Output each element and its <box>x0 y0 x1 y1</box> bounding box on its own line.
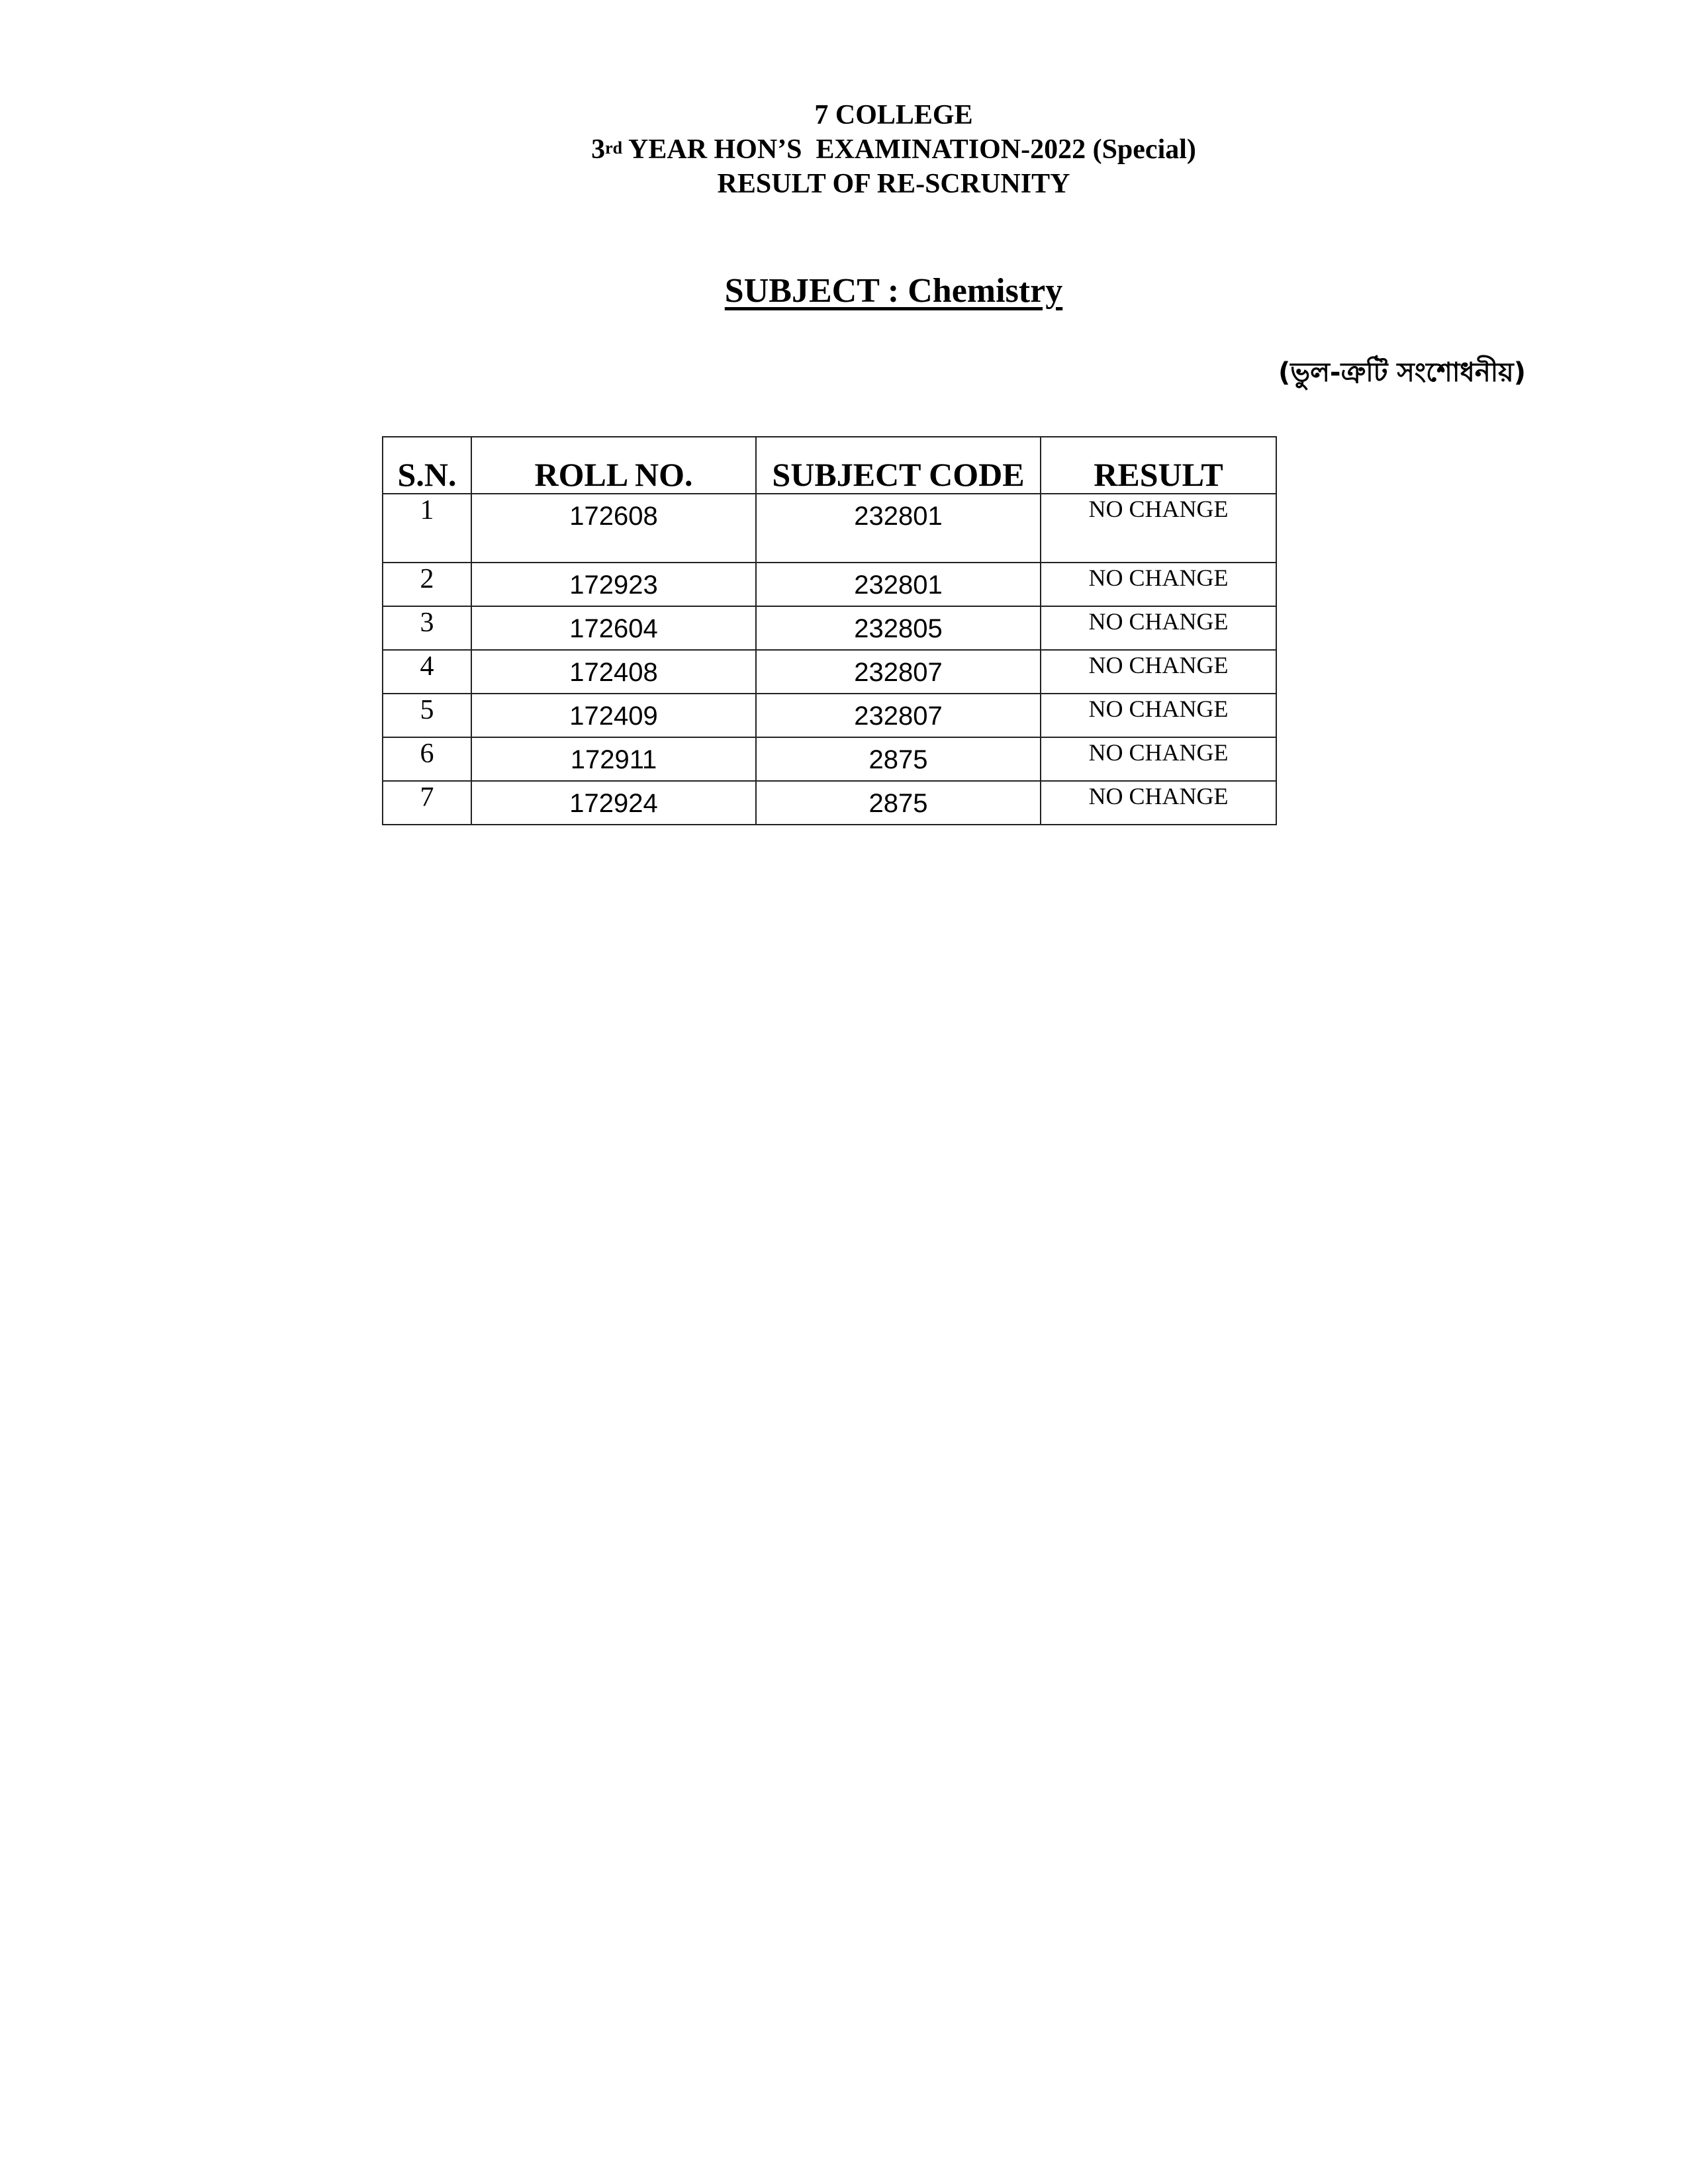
correction-note: (ভুল-ত্রুটি সংশোধনীয়) <box>1278 357 1526 388</box>
table-header-row <box>383 437 1276 494</box>
cell-subject-code: 232805 <box>756 606 1041 650</box>
cell-sn: 6 <box>383 737 471 781</box>
cell-sn: 2 <box>383 563 471 606</box>
cell-result: NO CHANGE <box>1041 737 1276 781</box>
cell-result: NO CHANGE <box>1041 606 1276 650</box>
cell-subject-code: 232801 <box>756 494 1041 563</box>
header-sn: S.N. <box>383 437 471 494</box>
results-table <box>382 436 1277 825</box>
cell-result: NO CHANGE <box>1041 650 1276 694</box>
cell-result: NO CHANGE <box>1041 563 1276 606</box>
cell-roll-no: 172409 <box>471 694 756 737</box>
cell-result: NO CHANGE <box>1041 781 1276 825</box>
cell-result: NO CHANGE <box>1041 694 1276 737</box>
table-row <box>383 563 1276 606</box>
header-subject-code: SUBJECT CODE <box>756 437 1041 494</box>
cell-roll-no: 172408 <box>471 650 756 694</box>
cell-roll-no: 172911 <box>471 737 756 781</box>
cell-result: NO CHANGE <box>1041 494 1276 563</box>
cell-subject-code: 232807 <box>756 694 1041 737</box>
header-roll-no: ROLL NO. <box>471 437 756 494</box>
header-result: RESULT <box>1041 437 1276 494</box>
cell-subject-code: 232801 <box>756 563 1041 606</box>
cell-subject-code: 2875 <box>756 781 1041 825</box>
cell-sn: 1 <box>383 494 471 563</box>
cell-subject-code: 232807 <box>756 650 1041 694</box>
table-row <box>383 650 1276 694</box>
table-row <box>383 694 1276 737</box>
document-header <box>0 98 1688 201</box>
header-exam <box>0 132 1688 167</box>
header-college: 7 COLLEGE <box>814 100 973 130</box>
table-row <box>383 606 1276 650</box>
cell-subject-code: 2875 <box>756 737 1041 781</box>
table-row <box>383 781 1276 825</box>
header-exam-title: YEAR HON’S EXAMINATION-2022 (Special) <box>622 134 1196 165</box>
cell-roll-no: 172604 <box>471 606 756 650</box>
cell-sn: 4 <box>383 650 471 694</box>
cell-sn: 7 <box>383 781 471 825</box>
table-row <box>383 737 1276 781</box>
header-result-title: RESULT OF RE-SCRUNITY <box>717 169 1070 199</box>
cell-roll-no: 172924 <box>471 781 756 825</box>
header-exam-ordinal: rd <box>605 138 623 158</box>
cell-roll-no: 172923 <box>471 563 756 606</box>
cell-sn: 3 <box>383 606 471 650</box>
cell-sn: 5 <box>383 694 471 737</box>
cell-roll-no: 172608 <box>471 494 756 563</box>
table-row <box>383 494 1276 563</box>
header-exam-year: 3 <box>591 134 606 165</box>
subject-title: SUBJECT : Chemistry <box>724 272 1063 310</box>
